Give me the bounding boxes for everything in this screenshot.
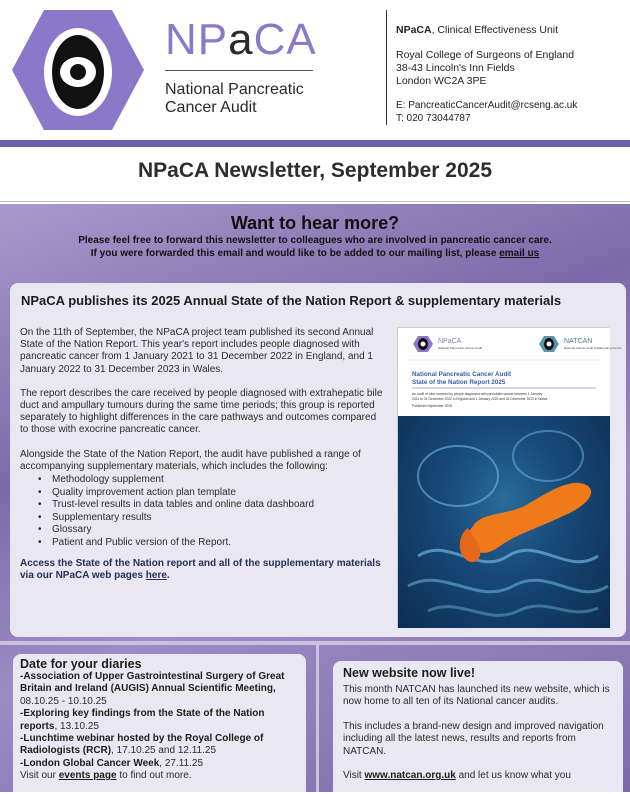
hear-more-line2: If you were forwarded this email and would like to be added to our mailing list, please email us [90,248,540,259]
article-para-3: Alongside the State of the Nation Report, the audit have published a range of accompanying supplementary materials, which includes the following: [20,448,361,472]
cover-published: Published September 2025 [412,404,452,408]
website-para-2: This includes a brand-new design and improved navigation including all the latest news, results and reports from NATCAN. [343,720,604,757]
contact-phone: T: 020 73044787 [396,113,471,124]
article-heading: NPaCA publishes its 2025 Annual State of the Nation Report & supplementary materials [21,293,562,308]
here-link[interactable]: here [145,569,167,581]
cover-natcan-label: NATCAN [564,338,593,345]
natcan-website-link[interactable]: www.natcan.org.uk [364,770,456,782]
report-cover-logos [398,328,622,416]
brand-title: NPaCA [165,15,317,64]
section-divider [0,641,630,645]
dates-card [13,654,306,792]
unit-name: NPaCA, Clinical Effectiveness Unit [396,24,559,36]
email-us-link[interactable]: email us [499,248,540,259]
events-page-link[interactable]: events page [58,770,117,782]
newsletter-title: NPaCA Newsletter, September 2025 [137,159,493,182]
npaca-logo-icon [10,8,146,132]
article-para-1: On the 11th of September, the NPaCA project team published its second Annual State of the Nation Report. This year's report includes people diagnosed with pancreatic cancer from 1 January 2021 to 31 December 2022 in England, and 1 January 2022 to 31 December 2023 in Wales. [20,327,374,375]
article-para-2: The report describes the care received by people diagnosed with extrahepatic bile duct and ampullary tumours during the same time periods; this group is reported separately to highlight differences in the care pathways and outcomes compared to those with exocrine pancreatic cancer. [20,387,383,436]
cover-npaca-sub: National Pancreatic Cancer Audit [438,346,483,350]
list-item: -Exploring key findings from the State of the Nation reports, 13.10.25 [20,708,265,732]
hear-more-heading: Want to hear more? [230,213,400,233]
brand-subtitle: National Pancreatic Cancer Audit [165,81,304,116]
access-text: Access the State of the Nation report and all of the supplementary materials via our NPaCA web pages here. [20,557,381,581]
dates-heading: Date for your diaries [20,657,142,671]
list-item: • Patient and Public version of the Report. [52,537,384,550]
list-item: • Quality improvement action plan template [52,487,384,500]
hear-more-section [0,208,630,272]
brand-rule [165,70,313,71]
cover-title-2: State of the Nation Report 2025 [412,379,506,386]
list-item: • Glossary [52,524,384,537]
cover-desc-2: 2021 to 31 December 2022 in England and 1 January 2022 and 31 December 2023 in Wales. [412,397,549,401]
materials-list [52,474,384,550]
contact-block [396,24,577,125]
address: Royal College of Surgeons of England 38-43 Lincoln's Inn Fields London WC2A 3PE [396,49,575,87]
website-para-1: This month NATCAN has launched its new website, which is now home to all ten of its National cancer audits. [343,684,610,708]
title-band [0,147,630,202]
list-item: -Association of Upper Gastrointestinal Surgery of Great Britain and Ireland (AUGIS) Annual Scientific Meeting, 08.10.25 - 10.10.25 [20,671,285,707]
contact-email[interactable]: E: PancreaticCancerAudit@rcseng.ac.uk [396,100,578,111]
report-cover-header [398,328,622,416]
dates-list [20,671,302,783]
visit-events-line: Visit our events page to find out more. [20,770,192,782]
brand-block [165,15,317,117]
website-para-3: Visit www.natcan.org.uk and let us know what you [343,770,571,782]
list-item: -Lunchtime webinar hosted by the Royal College of Radiologists (RCR), 17.10.25 and 12.11.25 [20,733,264,757]
header-strip [0,140,630,147]
pancreas-illustration [398,416,610,628]
list-item: • Trust-level results in data tables and online data dashboard [52,499,384,512]
header-divider [386,10,387,125]
report-cover-image[interactable] [397,327,622,627]
newsletter-header [0,0,630,140]
cover-natcan-sub: National Cancer Audit Collaborating Centre [564,346,622,350]
cover-npaca-label: NPaCA [438,338,462,345]
list-item: • Methodology supplement [52,474,384,487]
cover-title-1: National Pancreatic Cancer Audit [412,371,512,378]
website-card [333,661,623,792]
article-body [20,327,384,594]
website-heading: New website now live! [343,666,475,680]
column-separator [316,645,319,792]
report-article-card [10,283,626,637]
hear-more-line1: Please feel free to forward this newsletter to colleagues who are involved in pancreatic cancer care. [78,235,552,246]
list-item: • Supplementary results [52,512,384,525]
website-body [343,684,615,794]
cover-desc-1: An audit of care received by people diagnosed with pancreatic cancer between 1 January [412,392,543,396]
pancreas-icon [398,416,610,628]
list-item: -London Global Cancer Week, 27.11.25 [20,757,204,769]
